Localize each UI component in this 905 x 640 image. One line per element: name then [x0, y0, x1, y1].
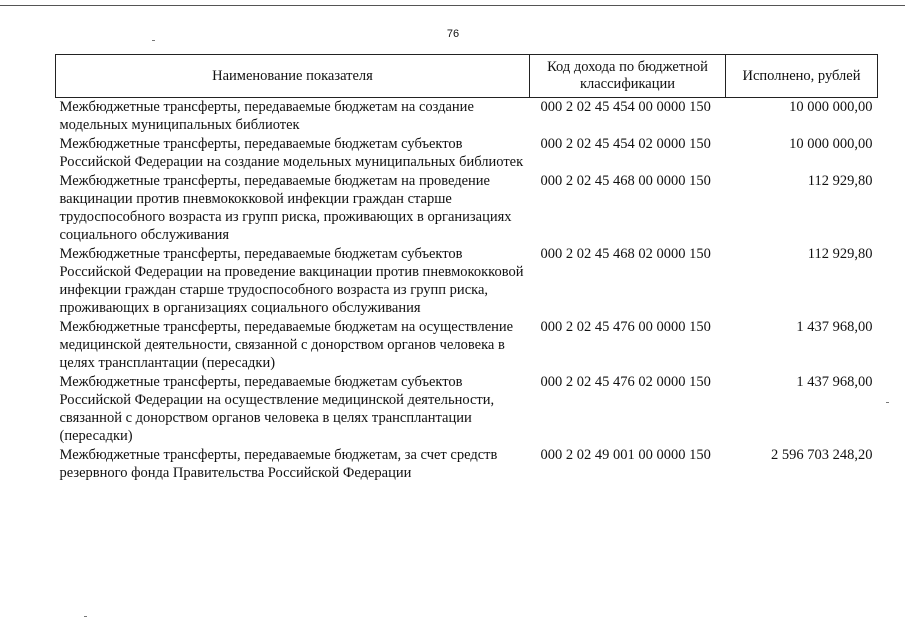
- row-name: Межбюджетные трансферты, передаваемые бюджетам субъектов Российской Федерации на осуществление медицинской деятельности, связанной с донорством органов человека в целях трансплантации (пересадки): [59, 374, 495, 444]
- table-row: [56, 172, 878, 245]
- page-number: 76: [446, 28, 460, 40]
- table-row: [56, 446, 878, 483]
- row-name: Межбюджетные трансферты, передаваемые бюджетам на проведение вакцинации против пневмококковой инфекции граждан старше трудоспособного возраста из групп риска, проживающих в организациях социального обслуживания: [59, 173, 512, 243]
- row-name: Межбюджетные трансферты, передаваемые бюджетам на создание модельных муниципальных библиотек: [59, 99, 474, 133]
- scan-speck: [152, 40, 155, 41]
- row-amount: 112 929,80: [807, 246, 873, 262]
- revenue-table: [55, 54, 878, 483]
- row-amount: 112 929,80: [807, 173, 873, 189]
- row-code: 000 2 02 45 476 02 0000 150: [540, 374, 711, 390]
- top-rule: [0, 5, 905, 6]
- scan-speck: [886, 402, 889, 403]
- row-code: 000 2 02 45 476 00 0000 150: [540, 319, 711, 335]
- scan-speck: [84, 616, 87, 617]
- table-header-row: [56, 55, 878, 98]
- table-row: [56, 245, 878, 318]
- header-name: Наименование показателя: [56, 55, 530, 98]
- row-amount: 1 437 968,00: [796, 374, 873, 390]
- row-code: 000 2 02 45 468 00 0000 150: [540, 173, 711, 189]
- row-amount: 2 596 703 248,20: [771, 447, 873, 463]
- row-code: 000 2 02 45 468 02 0000 150: [540, 246, 711, 262]
- row-code: 000 2 02 49 001 00 0000 150: [540, 447, 711, 463]
- row-name: Межбюджетные трансферты, передаваемые бюджетам субъектов Российской Федерации на создание модельных муниципальных библиотек: [59, 136, 524, 170]
- header-amount: Исполнено, рублей: [726, 55, 878, 98]
- row-name: Межбюджетные трансферты, передаваемые бюджетам, за счет средств резервного фонда Правительства Российской Федерации: [59, 447, 498, 481]
- row-name: Межбюджетные трансферты, передаваемые бюджетам на осуществление медицинской деятельности, связанной с донорством органов человека в целях трансплантации (пересадки): [59, 319, 514, 371]
- row-amount: 1 437 968,00: [796, 319, 873, 335]
- table-row: [56, 98, 878, 136]
- table-row: [56, 135, 878, 172]
- row-amount: 10 000 000,00: [789, 99, 873, 115]
- row-amount: 10 000 000,00: [789, 136, 873, 152]
- row-code: 000 2 02 45 454 02 0000 150: [540, 136, 711, 152]
- table-row: [56, 318, 878, 373]
- table-row: [56, 373, 878, 446]
- header-code: Код дохода по бюджетной классификации: [530, 55, 726, 98]
- row-code: 000 2 02 45 454 00 0000 150: [540, 99, 711, 115]
- row-name: Межбюджетные трансферты, передаваемые бюджетам субъектов Российской Федерации на проведение вакцинации против пневмококковой инфекции граждан старше трудоспособного возраста из групп риска, проживающих в организациях социального обслуживания: [59, 246, 524, 316]
